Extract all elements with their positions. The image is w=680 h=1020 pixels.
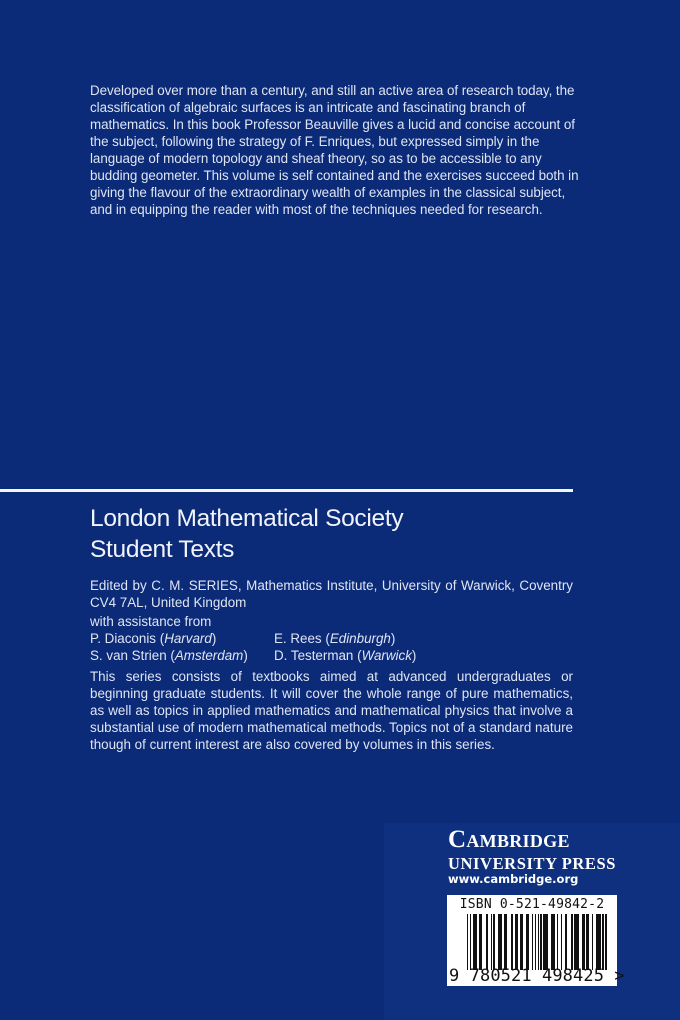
series-title (90, 503, 403, 565)
series-title-line1: London Mathematical Society (90, 505, 404, 532)
series-description: This series consists of textbooks aimed at advanced undergraduates or beginning graduate students. It will cover the whole range of pure mathematics, as well as topics in applied mathematics and mathematical physics that involve a substantial use of modern mathematical methods. Topics not of a standard nature though of current interest are also covered by volumes in this series. (90, 669, 573, 752)
isbn-barcode (447, 895, 625, 986)
publisher-name: Cambridge (448, 826, 570, 853)
assistant-item: E. Rees (Edinburgh) (274, 631, 396, 646)
barcode-bars-icon (467, 914, 607, 970)
assistant-item: P. Diaconis (Harvard) (90, 631, 217, 646)
divider-rule (0, 489, 573, 492)
assistant-item: D. Testerman (Warwick) (274, 648, 417, 663)
isbn-label: ISBN 0-521-49842-2 (459, 897, 605, 912)
publisher-subname: UNIVERSITY PRESS (448, 854, 617, 873)
series-editor: Edited by C. M. SERIES, Mathematics Institute, University of Warwick, Coventry CV4 7AL, United Kingdom (90, 578, 573, 610)
publisher-logo (448, 826, 616, 874)
series-title-line2: Student Texts (90, 536, 235, 563)
ean-digits: 9 780521 498425 > (449, 966, 625, 986)
assistants-list (90, 630, 474, 664)
assistant-item: S. van Strien (Amsterdam) (90, 648, 248, 663)
publisher-url: www.cambridge.org (448, 872, 579, 886)
assistance-label: with assistance from (90, 614, 212, 629)
book-blurb: Developed over more than a century, and still an active area of research today, the classification of algebraic surfaces is an intricate and fascinating branch of mathematics. In this book Professor Beauville gives a lucid and concise account of the subject, following the strategy of F. Enriques, but expressed simply in the language of modern topology and sheaf theory, so as to be accessible to any budding geometer. This volume is self contained and the exercises succeed both in giving the flavour of the extraordinary wealth of examples in the classical subject, and in equipping the reader with most of the techniques needed for research. (90, 83, 579, 217)
